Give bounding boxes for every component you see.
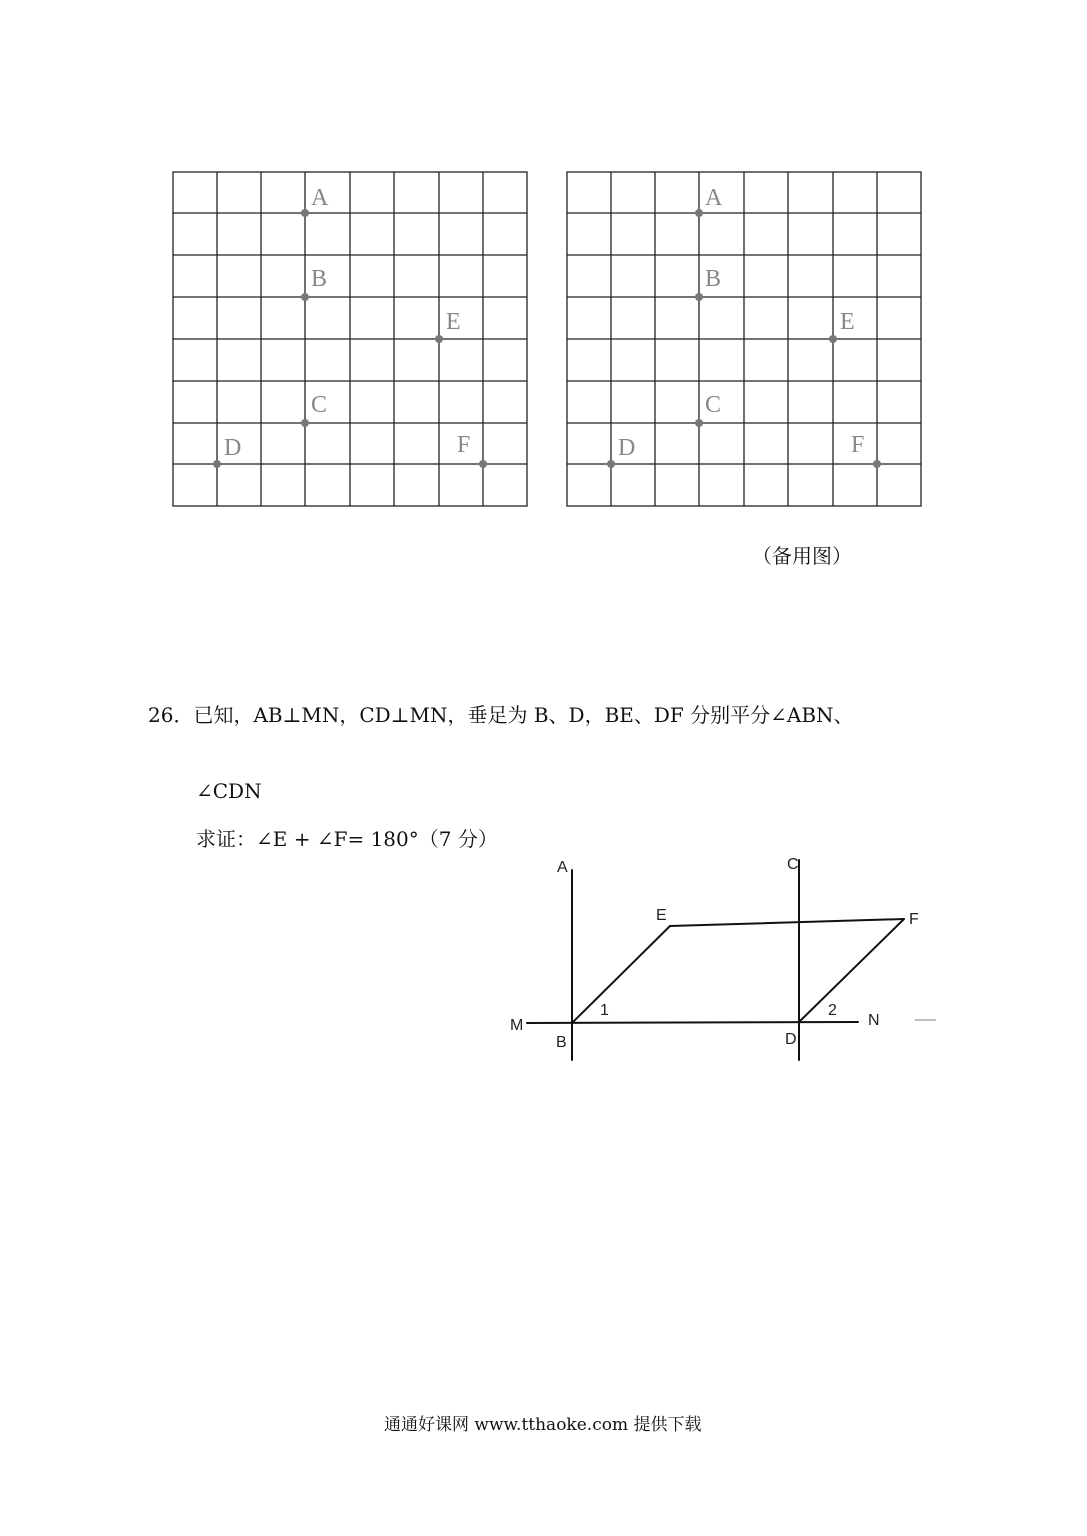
point-d: [213, 460, 221, 468]
grid-figure-1: [160, 160, 540, 520]
angle-2-label: 2: [828, 1002, 837, 1019]
point-a: [301, 209, 309, 217]
question-given-text: 已知，AB⊥MN，CD⊥MN，垂足为 B、D，BE、DF 分别平分∠ABN、: [193, 703, 854, 727]
label-b: B: [556, 1034, 567, 1051]
point-c-label: C: [311, 392, 328, 418]
segment-ef: [670, 919, 904, 926]
label-n: N: [868, 1012, 880, 1029]
point-c: [695, 419, 703, 427]
point-b-label: B: [705, 266, 722, 292]
point-f-label: F: [851, 432, 865, 458]
label-m: M: [510, 1017, 524, 1034]
label-a: A: [557, 859, 568, 876]
grid-figure-2: [554, 160, 934, 520]
point-f-label: F: [457, 432, 471, 458]
angle-1-label: 1: [600, 1002, 609, 1019]
point-b: [695, 293, 703, 301]
point-a-label: A: [705, 185, 723, 211]
geometry-figure: [500, 848, 940, 1068]
question-number: 26．: [148, 703, 194, 727]
label-f: F: [909, 911, 919, 928]
question-given-text-continued: ∠CDN: [196, 779, 262, 803]
backup-figure-caption: （备用图）: [752, 544, 852, 568]
point-f: [873, 460, 881, 468]
segment-df: [799, 919, 904, 1022]
point-f: [479, 460, 487, 468]
point-a-label: A: [311, 185, 329, 211]
point-e-label: E: [840, 309, 855, 335]
point-c-label: C: [705, 392, 722, 418]
label-d: D: [785, 1031, 797, 1048]
point-a: [695, 209, 703, 217]
point-e: [435, 335, 443, 343]
point-b: [301, 293, 309, 301]
point-c: [301, 419, 309, 427]
point-d-label: D: [618, 435, 636, 461]
point-e: [829, 335, 837, 343]
point-e-label: E: [446, 309, 461, 335]
question-prove-statement: 求证：∠E + ∠F= 180°（7 分）: [196, 827, 498, 851]
line-mn: [527, 1022, 858, 1023]
point-d-label: D: [224, 435, 242, 461]
segment-be: [572, 926, 670, 1023]
label-c: C: [787, 856, 799, 873]
point-d: [607, 460, 615, 468]
label-e: E: [656, 907, 667, 924]
point-b-label: B: [311, 266, 328, 292]
page-footer: 通通好课网 www.tthaoke.com 提供下载: [384, 1415, 702, 1435]
question-line-1: [148, 701, 854, 729]
